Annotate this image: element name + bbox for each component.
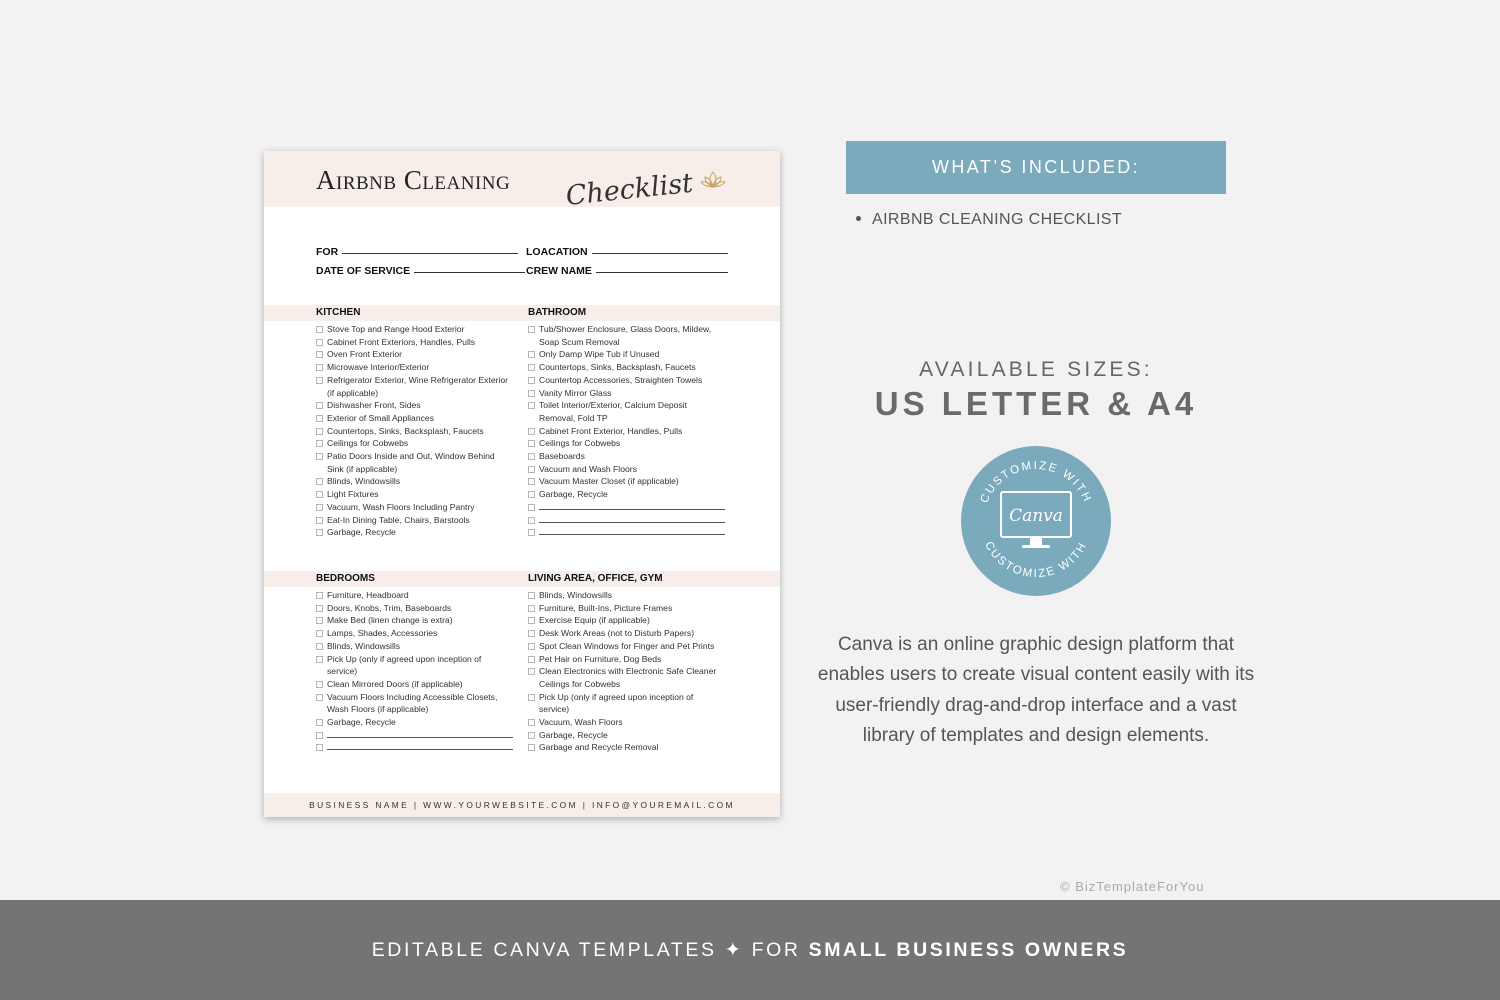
blank-line bbox=[327, 742, 513, 750]
checklist-item-text: Eat-In Dining Table, Chairs, Barstools bbox=[327, 514, 470, 525]
checkbox[interactable] bbox=[528, 630, 535, 637]
checklist-item[interactable] bbox=[528, 475, 740, 488]
checkbox[interactable] bbox=[316, 339, 323, 346]
checklist-item[interactable] bbox=[528, 463, 740, 476]
checklist-item-text: Stove Top and Range Hood Exterior bbox=[327, 324, 465, 334]
checklist-item[interactable] bbox=[316, 514, 526, 527]
checkbox[interactable] bbox=[528, 504, 535, 511]
checklist-item-text: Countertops, Sinks, Backsplash, Faucets bbox=[539, 362, 696, 373]
location-line bbox=[592, 253, 728, 254]
checklist-blank-item[interactable] bbox=[528, 514, 740, 527]
checklist-item-text: Soap Scum Removal bbox=[539, 336, 620, 347]
checkbox[interactable] bbox=[316, 478, 323, 485]
checklist-item[interactable] bbox=[528, 437, 740, 450]
checklist-item-text: Garbage, Recycle bbox=[327, 527, 396, 538]
living-area-checklist bbox=[528, 589, 740, 754]
checklist-item[interactable] bbox=[316, 437, 526, 450]
checkbox[interactable] bbox=[528, 478, 535, 485]
checklist-item[interactable] bbox=[316, 374, 526, 399]
blank-line bbox=[539, 502, 725, 510]
checklist-document bbox=[264, 151, 780, 817]
checklist-item-text: Wash Floors (if applicable) bbox=[327, 704, 429, 715]
checklist-item-text: Ceilings for Cobwebs bbox=[539, 678, 621, 689]
checklist-item[interactable] bbox=[528, 691, 740, 716]
checklist-item[interactable] bbox=[316, 678, 526, 691]
checkbox[interactable] bbox=[528, 517, 535, 524]
checklist-item[interactable] bbox=[528, 614, 740, 627]
checklist-item[interactable] bbox=[528, 387, 740, 400]
checklist-item-text: (if applicable) bbox=[327, 387, 379, 398]
checklist-item-text: Oven Front Exterior bbox=[327, 349, 402, 360]
included-item bbox=[856, 211, 1122, 229]
checklist-item-text: Vacuum and Wash Floors bbox=[539, 463, 637, 474]
whats-included-heading: WHAT’S INCLUDED: bbox=[846, 141, 1226, 194]
badge-top-text: CUSTOMIZE WITH bbox=[978, 459, 1094, 506]
checkbox[interactable] bbox=[528, 656, 535, 663]
checkbox[interactable] bbox=[316, 453, 323, 460]
canva-description: Canva is an online graphic design platform that enables users to create visual content easily with its user-friendly drag-and-drop interface and a vast library of templates and design elements. bbox=[817, 634, 1255, 747]
checkbox[interactable] bbox=[528, 744, 535, 751]
checkbox[interactable] bbox=[528, 617, 535, 624]
checklist-item-text: Exercise Equip (if applicable) bbox=[539, 615, 650, 626]
checklist-item-text: Vacuum, Wash Floors bbox=[539, 717, 623, 728]
lotus-icon bbox=[700, 169, 726, 191]
checklist-item-text: Doors, Knobs, Trim, Baseboards bbox=[327, 602, 452, 613]
available-sizes-label: AVAILABLE SIZES: bbox=[919, 358, 1153, 381]
checklist-item[interactable] bbox=[316, 691, 526, 716]
checkbox[interactable] bbox=[316, 630, 323, 637]
checkbox[interactable] bbox=[316, 351, 323, 358]
checkbox[interactable] bbox=[316, 694, 323, 701]
checkbox[interactable] bbox=[316, 617, 323, 624]
checklist-item-text: Garbage, Recycle bbox=[327, 717, 396, 728]
crew-name-label: CREW NAME bbox=[526, 265, 592, 277]
checkbox[interactable] bbox=[316, 681, 323, 688]
checklist-item[interactable] bbox=[316, 450, 526, 475]
checklist-item[interactable] bbox=[528, 323, 740, 348]
checklist-item[interactable] bbox=[316, 716, 526, 729]
copyright-text: © BizTemplateForYou bbox=[1060, 879, 1205, 894]
checklist-blank-item[interactable] bbox=[528, 501, 740, 514]
checklist-item-text: Exterior of Small Appliances bbox=[327, 412, 434, 423]
checklist-item-text: Vanity Mirror Glass bbox=[539, 387, 612, 398]
checklist-item[interactable] bbox=[316, 526, 526, 539]
checklist-blank-item[interactable] bbox=[316, 729, 526, 742]
document-title: Airbnb Cleaning bbox=[316, 165, 511, 195]
for-field[interactable] bbox=[316, 246, 518, 258]
checklist-item[interactable] bbox=[316, 348, 526, 361]
checklist-item-text: Blinds, Windowsills bbox=[327, 476, 401, 487]
for-label: FOR bbox=[316, 246, 339, 258]
checklist-item[interactable] bbox=[316, 589, 526, 602]
checkbox[interactable] bbox=[316, 605, 323, 612]
checklist-item[interactable] bbox=[316, 488, 526, 501]
checkbox[interactable] bbox=[316, 719, 323, 726]
checkbox[interactable] bbox=[316, 326, 323, 333]
blank-line bbox=[539, 527, 725, 535]
crew-name-line bbox=[596, 272, 728, 273]
checklist-item-text: Baseboards bbox=[539, 451, 585, 462]
checklist-item-text: Cabinet Front Exterior, Handles, Pulls bbox=[539, 425, 683, 436]
checklist-item-text: Clean Mirrored Doors (if applicable) bbox=[327, 678, 463, 689]
checklist-item[interactable] bbox=[316, 323, 526, 336]
checkbox[interactable] bbox=[528, 351, 535, 358]
checklist-item-text: Refrigerator Exterior, Wine Refrigerator Exterior bbox=[327, 374, 509, 385]
checklist-item-text: Vacuum, Wash Floors Including Pantry bbox=[327, 501, 475, 512]
date-of-service-field[interactable] bbox=[316, 265, 525, 277]
checklist-item[interactable] bbox=[316, 412, 526, 425]
date-of-service-label: DATE OF SERVICE bbox=[316, 265, 411, 277]
checklist-item[interactable] bbox=[528, 450, 740, 463]
checkbox[interactable] bbox=[316, 643, 323, 650]
checkbox[interactable] bbox=[316, 504, 323, 511]
banner-middle-text: FOR bbox=[751, 939, 801, 961]
checklist-blank-item[interactable] bbox=[316, 741, 526, 754]
checklist-item-text: Garbage and Recycle Removal bbox=[539, 742, 659, 753]
checklist-item-text: Patio Doors Inside and Out, Window Behind bbox=[327, 451, 495, 462]
checklist-item[interactable] bbox=[316, 653, 526, 678]
checklist-item-text: Clean Electronics with Electronic Safe Cleaner bbox=[539, 666, 717, 677]
checkbox[interactable] bbox=[528, 377, 535, 384]
checklist-item-text: Vacuum Floors Including Accessible Closets, bbox=[327, 691, 498, 702]
checkbox[interactable] bbox=[316, 744, 323, 751]
location-field[interactable] bbox=[526, 246, 728, 258]
banner-bold-text: SMALL BUSINESS OWNERS bbox=[808, 939, 1129, 961]
checklist-item[interactable] bbox=[528, 488, 740, 501]
checklist-blank-item[interactable] bbox=[528, 526, 740, 539]
living-area-title: LIVING AREA, OFFICE, GYM bbox=[528, 573, 663, 584]
checkbox[interactable] bbox=[528, 453, 535, 460]
checklist-item-text: Desk Work Areas (not to Disturb Papers) bbox=[539, 628, 695, 639]
checklist-item-text: Sink (if applicable) bbox=[327, 463, 398, 474]
canva-logo-text: Canva bbox=[1009, 506, 1063, 526]
checklist-item[interactable] bbox=[316, 501, 526, 514]
checklist-item[interactable] bbox=[528, 741, 740, 754]
checklist-item-text: Cabinet Front Exteriors, Handles, Pulls bbox=[327, 336, 476, 347]
checkbox[interactable] bbox=[528, 592, 535, 599]
checkbox[interactable] bbox=[316, 517, 323, 524]
checkbox[interactable] bbox=[316, 656, 323, 663]
checkbox[interactable] bbox=[528, 364, 535, 371]
checklist-item[interactable] bbox=[316, 602, 526, 615]
checkbox[interactable] bbox=[316, 364, 323, 371]
checklist-item-text: Spot Clean Windows for Finger and Pet Prints bbox=[539, 640, 715, 651]
checkbox[interactable] bbox=[316, 402, 323, 409]
checklist-item-text: Toilet Interior/Exterior, Calcium Deposit bbox=[539, 400, 688, 411]
checkbox[interactable] bbox=[316, 592, 323, 599]
checklist-item[interactable] bbox=[528, 425, 740, 438]
blank-line bbox=[539, 515, 725, 523]
checklist-item-text: Dishwasher Front, Sides bbox=[327, 400, 421, 411]
checklist-item-text: Ceilings for Cobwebs bbox=[327, 438, 409, 449]
checklist-item[interactable] bbox=[528, 602, 740, 615]
document-header bbox=[264, 151, 780, 212]
checklist-item-text: service) bbox=[327, 666, 358, 677]
checklist-item-text: Microwave Interior/Exterior bbox=[327, 362, 430, 373]
checkbox[interactable] bbox=[528, 440, 535, 447]
available-sizes-value: US LETTER & A4 bbox=[874, 385, 1198, 422]
checklist-item[interactable] bbox=[528, 399, 740, 424]
checkbox[interactable] bbox=[528, 694, 535, 701]
checkbox[interactable] bbox=[528, 466, 535, 473]
checklist-item-text: Furniture, Built-Ins, Picture Frames bbox=[539, 602, 673, 613]
checklist-item[interactable] bbox=[316, 614, 526, 627]
bathroom-checklist bbox=[528, 323, 740, 539]
checklist-item-text: Countertop Accessories, Straighten Towels bbox=[539, 374, 703, 385]
checklist-item-text: Only Damp Wipe Tub if Unused bbox=[539, 349, 660, 360]
checkbox[interactable] bbox=[528, 326, 535, 333]
location-label: LOACATION bbox=[526, 246, 588, 258]
badge-bottom-text: CUSTOMIZE WITH bbox=[982, 539, 1090, 581]
checklist-item-text: Make Bed (linen change is extra) bbox=[327, 615, 453, 626]
checklist-item[interactable] bbox=[528, 374, 740, 387]
bullet-icon bbox=[856, 216, 861, 221]
checkbox[interactable] bbox=[528, 732, 535, 739]
checklist-item-text: Blinds, Windowsills bbox=[327, 640, 401, 651]
checklist-item[interactable] bbox=[316, 336, 526, 349]
checklist-item-text: Light Fixtures bbox=[327, 489, 379, 500]
checklist-item[interactable] bbox=[528, 665, 740, 690]
checklist-item[interactable] bbox=[316, 475, 526, 488]
customize-with-canva-badge bbox=[960, 445, 1112, 597]
checklist-item-text: Pet Hair on Furniture, Dog Beds bbox=[539, 653, 662, 664]
checkbox[interactable] bbox=[316, 491, 323, 498]
checklist-item-text: Garbage, Recycle bbox=[539, 729, 608, 740]
checkbox[interactable] bbox=[528, 402, 535, 409]
document-footer: BUSINESS NAME | WWW.YOURWEBSITE.COM | INFO@YOUREMAIL.COM bbox=[264, 793, 780, 817]
checklist-item-text: Garbage, Recycle bbox=[539, 489, 608, 500]
checklist-item[interactable] bbox=[528, 348, 740, 361]
checklist-item[interactable] bbox=[528, 627, 740, 640]
checklist-item-text: Vacuum Master Closet (if applicable) bbox=[539, 476, 679, 487]
sparkle-icon: ✦ bbox=[724, 939, 744, 961]
checkbox[interactable] bbox=[528, 605, 535, 612]
bottom-banner bbox=[0, 900, 1500, 1000]
checklist-item-text: Pick Up (only if agreed upon inception of bbox=[539, 691, 694, 702]
crew-name-field[interactable] bbox=[526, 265, 728, 277]
checkbox[interactable] bbox=[528, 668, 535, 675]
for-line bbox=[342, 253, 518, 254]
date-of-service-line bbox=[414, 272, 525, 273]
checkbox[interactable] bbox=[528, 390, 535, 397]
checklist-item-text: Furniture, Headboard bbox=[327, 590, 409, 600]
banner-left-text: EDITABLE CANVA TEMPLATES bbox=[371, 939, 717, 961]
checklist-item[interactable] bbox=[316, 425, 526, 438]
checkbox[interactable] bbox=[528, 491, 535, 498]
checklist-item-text: service) bbox=[539, 704, 570, 715]
checklist-item[interactable] bbox=[528, 653, 740, 666]
checklist-item[interactable] bbox=[316, 361, 526, 374]
kitchen-title: KITCHEN bbox=[316, 307, 361, 318]
bathroom-title: BATHROOM bbox=[528, 307, 587, 318]
checklist-item-text: Removal, Fold TP bbox=[539, 412, 608, 423]
checkbox[interactable] bbox=[316, 732, 323, 739]
checkbox[interactable] bbox=[316, 415, 323, 422]
checklist-item[interactable] bbox=[528, 729, 740, 742]
checkbox[interactable] bbox=[316, 440, 323, 447]
checklist-item-text: Tub/Shower Enclosure, Glass Doors, Mildew, bbox=[539, 324, 712, 334]
checklist-item-text: Lamps, Shades, Accessories bbox=[327, 628, 438, 639]
checkbox[interactable] bbox=[316, 377, 323, 384]
checkbox[interactable] bbox=[528, 643, 535, 650]
checklist-item-text: Blinds, Windowsills bbox=[539, 590, 613, 600]
checklist-item-text: Pick Up (only if agreed upon inception of bbox=[327, 653, 482, 664]
checklist-item[interactable] bbox=[316, 627, 526, 640]
document-script-title: Checklist bbox=[564, 167, 695, 212]
checklist-item[interactable] bbox=[528, 716, 740, 729]
checkbox[interactable] bbox=[528, 428, 535, 435]
checklist-item[interactable] bbox=[528, 361, 740, 374]
included-item-text: AIRBNB CLEANING CHECKLIST bbox=[872, 211, 1123, 228]
checkbox[interactable] bbox=[528, 719, 535, 726]
bedrooms-title: BEDROOMS bbox=[316, 573, 375, 584]
bedrooms-checklist bbox=[316, 589, 526, 754]
checkbox[interactable] bbox=[316, 428, 323, 435]
checklist-item-text: Ceilings for Cobwebs bbox=[539, 438, 621, 449]
included-list bbox=[856, 211, 1122, 229]
checklist-item[interactable] bbox=[316, 399, 526, 412]
checklist-item-text: Countertops, Sinks, Backsplash, Faucets bbox=[327, 425, 484, 436]
checkbox[interactable] bbox=[528, 529, 535, 536]
checkbox[interactable] bbox=[316, 529, 323, 536]
checklist-item[interactable] bbox=[316, 640, 526, 653]
blank-line bbox=[327, 730, 513, 738]
checklist-item[interactable] bbox=[528, 640, 740, 653]
checklist-item[interactable] bbox=[528, 589, 740, 602]
kitchen-checklist bbox=[316, 323, 526, 539]
